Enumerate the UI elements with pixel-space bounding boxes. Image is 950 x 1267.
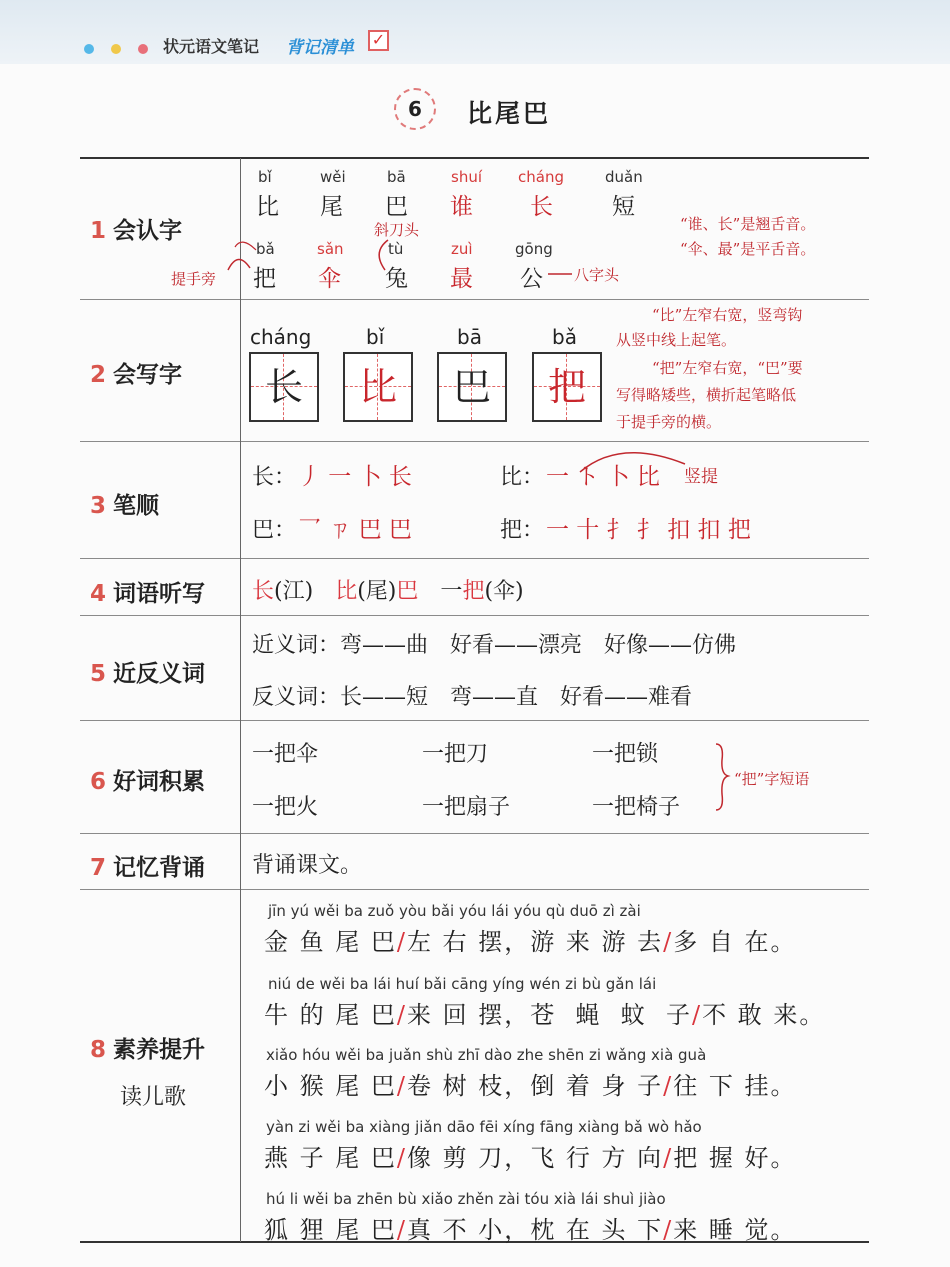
annotation: 写得略矮些，横折起笔略低 xyxy=(616,386,797,404)
row-divider xyxy=(80,720,869,721)
stroke-order: 一 十 扌 扌 扣 扣 把 xyxy=(546,517,751,543)
section-8-label xyxy=(90,1031,205,1064)
poem-pinyin: jīn yú wěi ba zuǒ yòu bǎi yóu lái yóu qù duō zì zài xyxy=(268,902,641,920)
poem-part: 牛 的 尾 巴 xyxy=(264,1001,397,1029)
pinyin: gōng xyxy=(515,240,553,258)
pinyin: cháng xyxy=(250,325,312,349)
poem-part: 真 不 小，枕 在 头 下 xyxy=(406,1216,664,1244)
word-char: (江) xyxy=(274,579,314,604)
writing-grid xyxy=(343,352,413,422)
word-char: 巴 xyxy=(396,579,419,604)
synonyms: 近义词：弯——曲 好看——漂亮 好像——仿佛 xyxy=(252,633,737,658)
character: 伞 xyxy=(318,266,341,292)
pinyin: tù xyxy=(388,240,404,258)
word-char: (尾) xyxy=(357,579,397,604)
annotation: “伞、最”是平舌音。 xyxy=(680,240,816,258)
annotation: “把”字短语 xyxy=(734,770,810,788)
stroke-order: 一 ト 卜 比 xyxy=(546,464,660,490)
stroke-label: 比： xyxy=(500,465,545,490)
lesson-number: 6 xyxy=(394,88,436,130)
brand-title: 状元语文笔记 xyxy=(163,37,260,56)
row-divider xyxy=(80,889,869,890)
writing-grid xyxy=(249,352,319,422)
pinyin: bǎ xyxy=(552,325,577,349)
section-2-label xyxy=(90,356,182,389)
poem-part: 多 自 在。 xyxy=(673,928,797,956)
poem-line: 金 鱼 尾 巴/左 右 摆，游 来 游 去/多 自 在。 xyxy=(264,928,797,956)
poem-part: 来 回 摆，苍 蝇 蚊 子 xyxy=(406,1001,693,1029)
phrase: 一把椅子 xyxy=(592,795,681,820)
poem-line: 牛 的 尾 巴/来 回 摆，苍 蝇 蚊 子/不 敢 来。 xyxy=(264,1001,826,1029)
pinyin: bā xyxy=(457,325,482,349)
stroke-label: 长： xyxy=(252,465,297,490)
poem-pinyin: xiǎo hóu wěi ba juǎn shù zhī dào zhe shēn zi wǎng xià guà xyxy=(266,1046,707,1064)
pinyin: bā xyxy=(387,168,406,186)
character: 比 xyxy=(256,194,279,220)
row-divider xyxy=(80,441,869,442)
word-char: 一 xyxy=(440,579,463,604)
section-7-label xyxy=(90,849,205,882)
character: 巴 xyxy=(385,194,408,220)
character: 最 xyxy=(450,266,473,292)
character: 短 xyxy=(612,194,635,220)
column-divider xyxy=(240,158,241,1242)
grid-character: 把 xyxy=(547,365,586,409)
stroke-order: 丿 一 卜 长 xyxy=(298,464,412,490)
poem-part: 左 右 摆，游 来 游 去 xyxy=(406,928,664,956)
phrase: 一把火 xyxy=(252,795,319,820)
phrase: 一把锁 xyxy=(592,742,659,767)
section-number: 5 xyxy=(90,661,107,687)
pinyin: bǎ xyxy=(256,240,275,258)
annotation: “谁、长”是翘舌音。 xyxy=(680,215,816,233)
section-title: 笔顺 xyxy=(113,493,160,519)
dictation-words xyxy=(252,574,524,605)
pinyin: wěi xyxy=(320,168,346,186)
poem-line: 燕 子 尾 巴/像 剪 刀，飞 行 方 向/把 握 好。 xyxy=(264,1144,797,1172)
annotation: 八字头 xyxy=(574,266,620,284)
poem-line: 小 猴 尾 巴/卷 树 枝，倒 着 身 子/往 下 挂。 xyxy=(264,1072,797,1100)
section-number: 1 xyxy=(90,218,107,244)
annotation: “比”左窄右宽，竖弯钩 xyxy=(652,306,803,324)
poem-line: 狐 狸 尾 巴/真 不 小，枕 在 头 下/来 睡 觉。 xyxy=(264,1216,797,1244)
section-title: 会写字 xyxy=(113,362,183,388)
annotation: 竖提 xyxy=(684,467,718,487)
stroke-label: 把： xyxy=(500,518,545,543)
character: 把 xyxy=(253,266,276,292)
annotation: 从竖中线上起笔。 xyxy=(616,331,737,349)
brace-icon xyxy=(712,742,732,812)
section-sublabel: 读儿歌 xyxy=(120,1085,187,1110)
pinyin: cháng xyxy=(518,168,564,186)
character: 公 xyxy=(520,266,543,292)
poem-pinyin: niú de wěi ba lái huí bǎi cāng yíng wén zi bù gǎn lái xyxy=(268,975,657,993)
poem-part: 往 下 挂。 xyxy=(673,1072,797,1100)
phrase: 一把伞 xyxy=(252,742,319,767)
word-char: 比 xyxy=(335,579,358,604)
writing-grid xyxy=(532,352,602,422)
row-divider xyxy=(80,558,869,559)
phrase: 一把扇子 xyxy=(422,795,511,820)
poem-part: 卷 树 枝，倒 着 身 子 xyxy=(406,1072,664,1100)
pinyin: duǎn xyxy=(605,168,643,186)
poem-part: 燕 子 尾 巴 xyxy=(264,1144,397,1172)
poem-part: 狐 狸 尾 巴 xyxy=(264,1216,397,1244)
poem-part: 把 握 好。 xyxy=(673,1144,797,1172)
section-3-label xyxy=(90,487,159,520)
stroke-order: 乛 ㄗ 巴 巴 xyxy=(298,517,412,543)
section-number: 6 xyxy=(90,769,107,795)
word-char: (伞) xyxy=(484,579,524,604)
poem-pinyin: hú li wěi ba zhēn bù xiǎo zhěn zài tóu xià lái shuì jiào xyxy=(266,1190,666,1208)
pinyin: shuí xyxy=(451,168,482,186)
character: 尾 xyxy=(320,194,343,220)
row-divider xyxy=(80,615,869,616)
poem-part: 像 剪 刀，飞 行 方 向 xyxy=(406,1144,664,1172)
section-number: 3 xyxy=(90,493,107,519)
phrase: 一把刀 xyxy=(422,742,489,767)
poem-part: 不 敢 来。 xyxy=(702,1001,826,1029)
pinyin: bǐ xyxy=(366,325,385,349)
section-title: 记忆背诵 xyxy=(113,855,206,881)
grid-character: 长 xyxy=(264,365,303,409)
pinyin: bǐ xyxy=(258,168,272,186)
section-number: 4 xyxy=(90,581,107,607)
writing-grid xyxy=(437,352,507,422)
grid-character: 巴 xyxy=(452,365,491,409)
poem-part: 小 猴 尾 巴 xyxy=(264,1072,397,1100)
poem-part: 来 睡 觉。 xyxy=(673,1216,797,1244)
section-6-label xyxy=(90,763,205,796)
antonyms: 反义词：长——短 弯——直 好看——难看 xyxy=(252,685,693,710)
pinyin: sǎn xyxy=(317,240,344,258)
section-number: 7 xyxy=(90,855,107,881)
row-divider xyxy=(80,833,869,834)
section-number: 8 xyxy=(90,1037,107,1063)
stroke-label: 巴： xyxy=(252,518,297,543)
pinyin: zuì xyxy=(451,240,473,258)
word-char: 把 xyxy=(462,579,485,604)
section-4-label xyxy=(90,575,205,608)
annotation: 于提手旁的横。 xyxy=(616,413,722,431)
character: 长 xyxy=(530,194,553,220)
checkbox-icon: ✓ xyxy=(368,30,389,51)
poem-part: 金 鱼 尾 巴 xyxy=(264,928,397,956)
section-5-label xyxy=(90,655,205,688)
recite-text: 背诵课文。 xyxy=(252,853,363,878)
poem-pinyin: yàn zi wěi ba xiàng jiǎn dāo fēi xíng fāng xiàng bǎ wò hǎo xyxy=(266,1118,702,1136)
grid-character: 比 xyxy=(358,365,397,409)
annotation: 提手旁 xyxy=(171,270,217,288)
word-char: 长 xyxy=(252,579,275,604)
section-title: 词语听写 xyxy=(113,581,206,607)
annotation-arrow xyxy=(560,446,700,476)
character: 兔 xyxy=(385,266,408,292)
section-title: 近反义词 xyxy=(113,661,206,687)
section-title: 好词积累 xyxy=(113,769,206,795)
annotation: “把”左窄右宽，“巴”要 xyxy=(652,359,803,377)
section-number: 2 xyxy=(90,362,107,388)
character: 谁 xyxy=(450,194,473,220)
annotation: 斜刀头 xyxy=(374,221,420,239)
section-title: 素养提升 xyxy=(113,1037,206,1063)
section-title: 会认字 xyxy=(113,218,183,244)
annotation-arrows xyxy=(0,0,950,320)
lesson-title: 比尾巴 xyxy=(467,99,552,128)
section-subtitle: 背记清单 xyxy=(286,38,354,58)
